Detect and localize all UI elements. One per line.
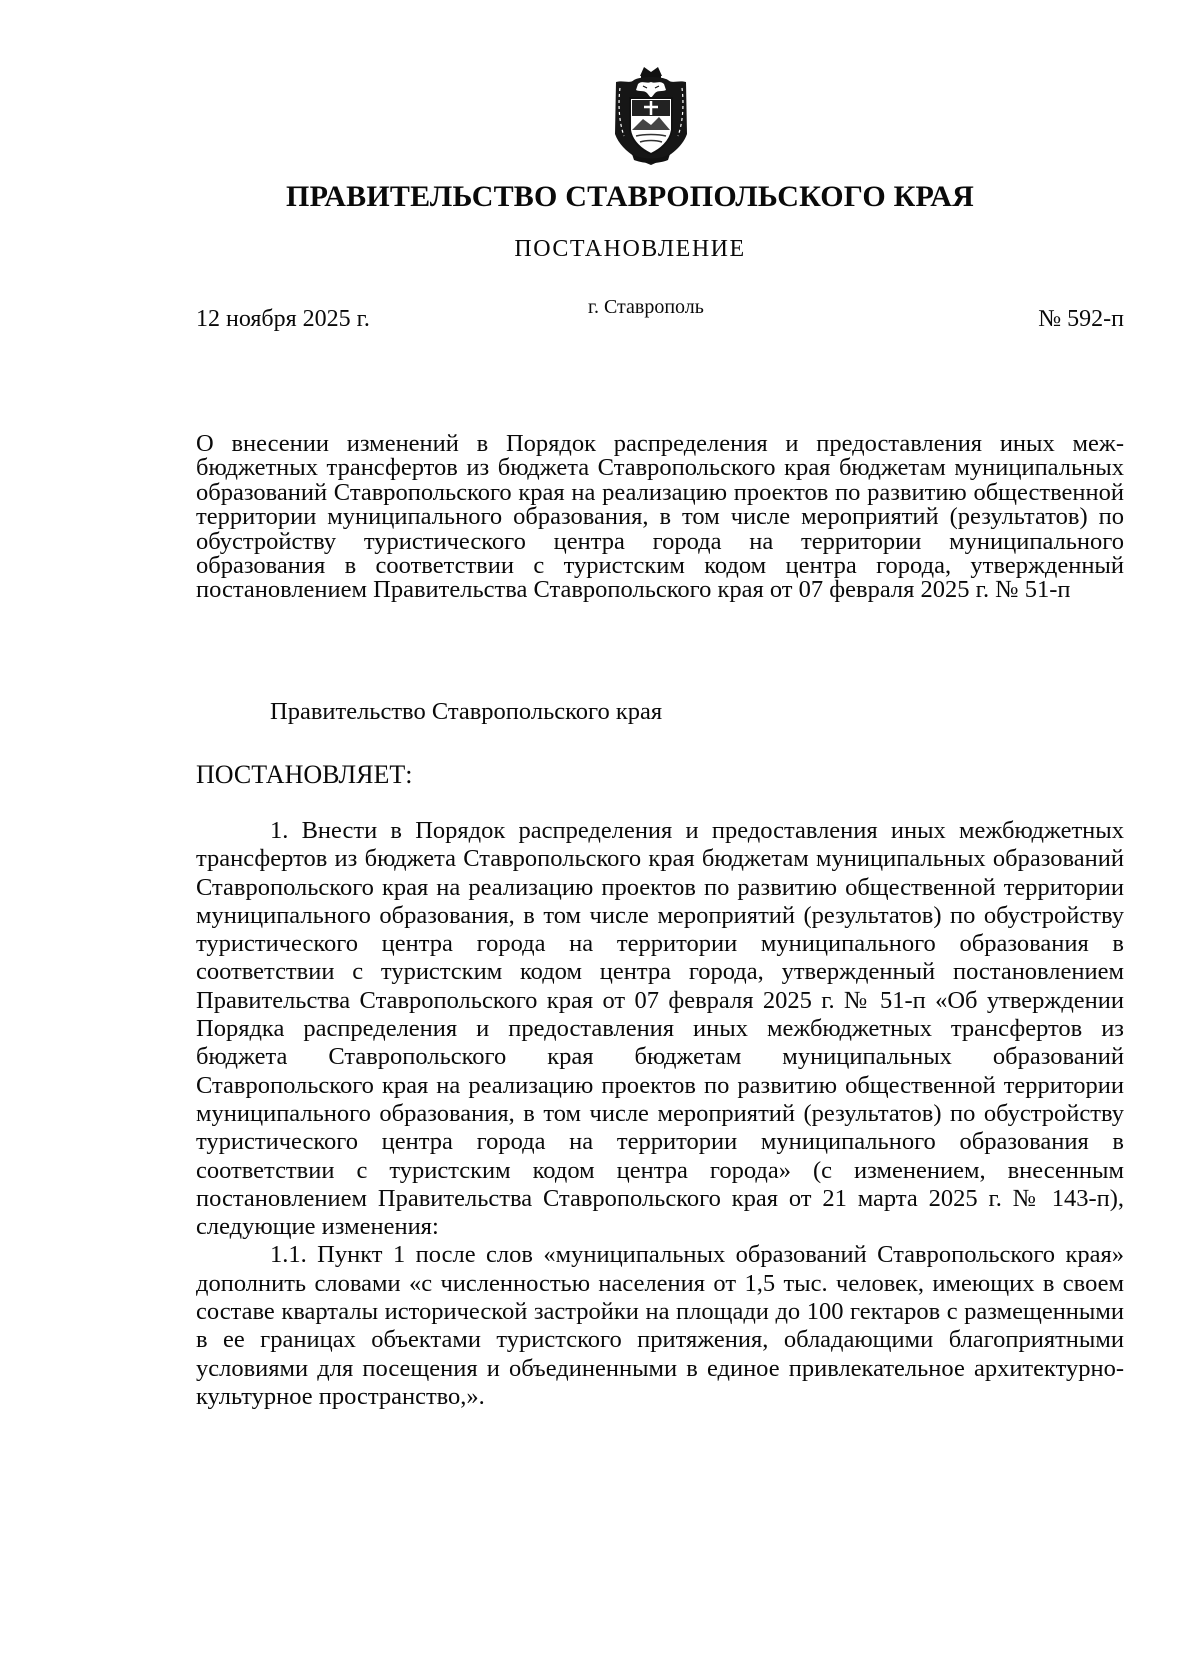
document-city: г. Ставрополь bbox=[588, 296, 704, 318]
paragraph-1: 1. Внести в Порядок распределения и предоставления иных межбюджетных трансфертов из бюджета Ставропольского края бюджетам муниципальных образований Ставропольского края на реализацию проектов по развитию общественной территории муниципального образования, в том числе мероприятий (результатов) по обустройству туристического центра города на территории муниципального образования в соответствии с туристским кодом центра города, утвержденный постановлением Правительства Ставропольского края от 07 февраля 2025 г. № 51-п «Об утверждении Порядка распределения и предоставления иных межбюджетных трансфертов из бюджета Ставропольского края бюджетам муниципальных образований Ставропольского края на реализацию проектов по развитию общественной территории муниципального образования, в том числе мероприятий (результатов) по обустройству туристического центра города на территории муниципального образования в соответствии с туристским кодом центра города» (с изменением, внесенным постановлением Правительства Ставропольского края от 21 марта 2025 г. № 143-п), следующие изменения: bbox=[196, 817, 1124, 1241]
decree-heading: ПОСТАНОВЛЯЕТ: bbox=[196, 760, 413, 789]
paragraph-1-1: 1.1. Пункт 1 после слов «муниципальных образований Ставропольского края» дополнить словами «с численностью населения от 1,5 тыс. человек, имеющих в своем составе кварталы исторической застройки на площади до 100 гектаров с размещенными в ее границах объектами туристского притяжения, обладающими благоприятными условиями для посещения и объединенными в единое привлекательное архитектурно-культурное пространство,». bbox=[196, 1241, 1124, 1410]
preamble: Правительство Ставропольского края bbox=[270, 698, 663, 725]
document-date: 12 ноября 2025 г. bbox=[196, 306, 370, 332]
government-title: ПРАВИТЕЛЬСТВО СТАВРОПОЛЬСКОГО КРАЯ bbox=[286, 180, 974, 213]
coat-of-arms-icon bbox=[610, 64, 692, 166]
subject-text: О внесении изменений в Порядок распределения и предоставления иных межбюджетных трансфертов из бюджета Ставропольского края бюджетам муниципальных образований Ставропольского края на реализацию проектов по развитию общественной территории муниципального образования, в том числе мероприятий (результатов) по обустройству туристического центра города на территории муниципального образования в соответствии с туристским кодом центра города, утвержденный постановлением Правительства Ставропольского края от 07 февраля 2025 г. № 51-п bbox=[196, 430, 1124, 604]
document-number: № 592-п bbox=[1038, 306, 1124, 332]
document-body bbox=[196, 817, 1124, 1411]
document-subject bbox=[196, 432, 1124, 603]
document-type: ПОСТАНОВЛЕНИЕ bbox=[514, 236, 746, 262]
